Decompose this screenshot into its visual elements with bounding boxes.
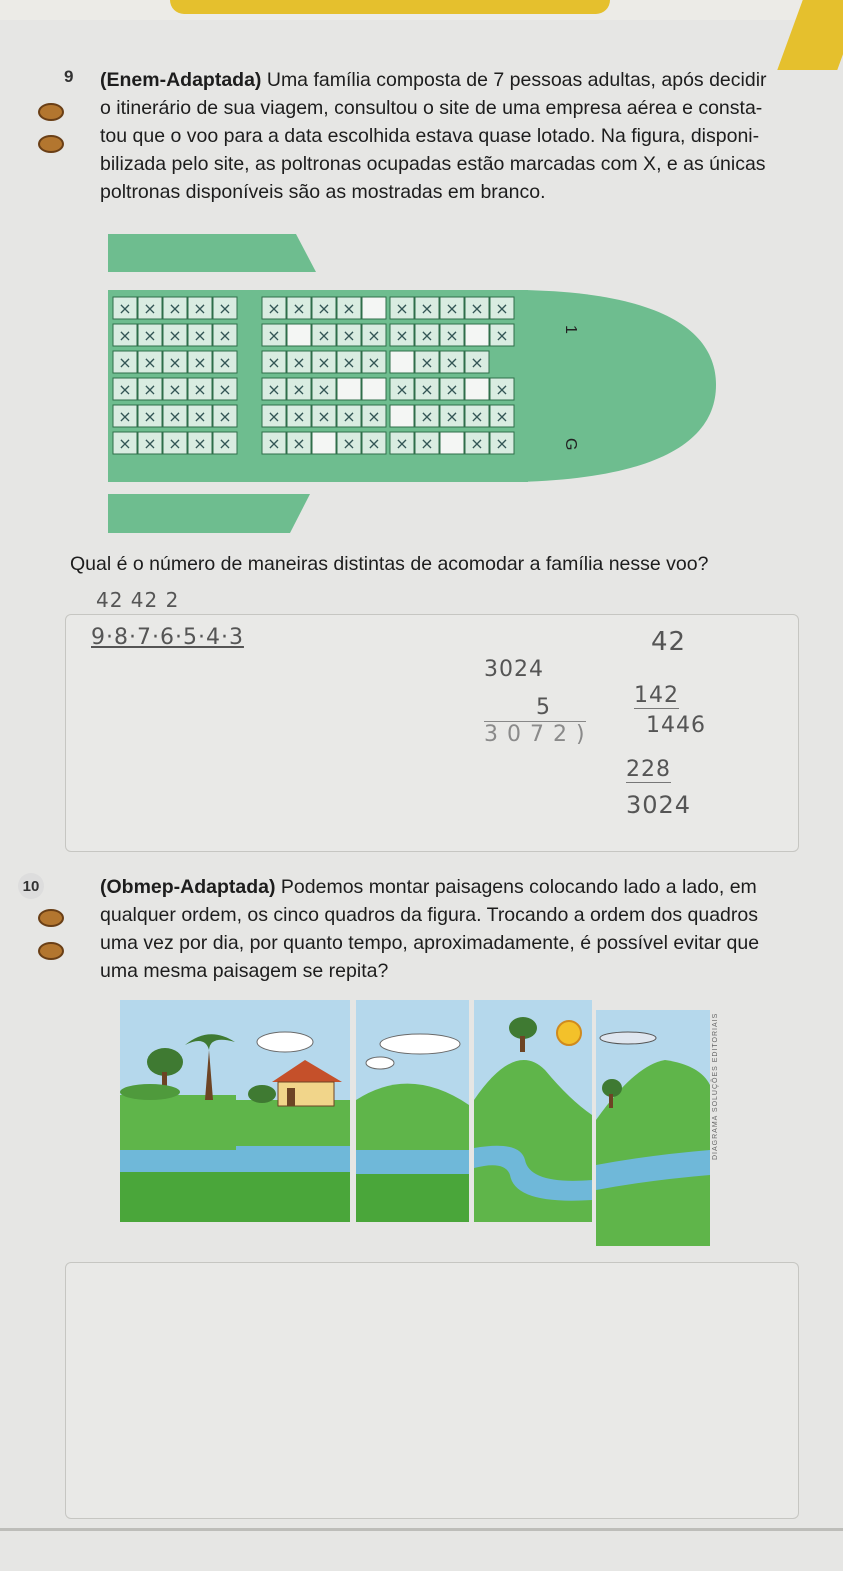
seat-x-mark: × [367, 353, 381, 372]
question-9-prompt: Qual é o número de maneiras distintas de acomodar a família nesse voo? [70, 553, 709, 575]
airplane-icon [600, 1032, 656, 1044]
seat-x-mark: × [395, 380, 409, 399]
seat-x-mark: × [445, 353, 459, 372]
seat-x-mark: × [218, 407, 232, 426]
seat-x-mark: × [317, 299, 331, 318]
seat-x-mark: × [143, 380, 157, 399]
seat-x-mark: × [168, 326, 182, 345]
seat-x-mark: × [218, 380, 232, 399]
seat-x-mark: × [292, 299, 306, 318]
seat-x-mark: × [342, 353, 356, 372]
seat-x-mark: × [118, 353, 132, 372]
seat-available [465, 378, 489, 400]
seat-x-mark: × [420, 434, 434, 453]
seat-x-mark: × [218, 299, 232, 318]
landscape-panel-4 [474, 1000, 592, 1222]
landscape-panel-1 [120, 1000, 236, 1222]
seat-x-mark: × [218, 434, 232, 453]
mascot-icon [38, 909, 64, 927]
seat-x-mark: × [168, 353, 182, 372]
seat-x-mark: × [420, 380, 434, 399]
seat-x-mark: × [168, 299, 182, 318]
seat-available [312, 432, 336, 454]
seat-x-mark: × [118, 326, 132, 345]
q9-line-2: o itinerário de sua viagem, consultou o site de uma empresa aérea e consta- [100, 97, 763, 119]
seat-available [287, 324, 311, 346]
seat-x-mark: × [395, 434, 409, 453]
seat-x-mark: × [118, 434, 132, 453]
seat-x-mark: × [470, 434, 484, 453]
seat-x-mark: × [143, 434, 157, 453]
tree-icon [509, 1017, 537, 1039]
landscape-panel-3 [356, 1000, 469, 1222]
seat-x-mark: × [342, 326, 356, 345]
seat-x-mark: × [495, 380, 509, 399]
answer-box-10[interactable] [65, 1262, 799, 1519]
seat-x-mark: × [445, 326, 459, 345]
seat-x-mark: × [267, 407, 281, 426]
landscape-panel-5 [596, 1010, 710, 1246]
seat-x-mark: × [395, 326, 409, 345]
question-9-number: 9 [64, 67, 74, 86]
q10-line-4: uma mesma paisagem se repita? [100, 960, 389, 982]
seat-mark-g: G [562, 438, 579, 451]
seat-available [337, 378, 361, 400]
seat-x-mark: × [445, 407, 459, 426]
q9-line-3: tou que o voo para a data escolhida estava quase lotado. Na figura, disponi- [100, 125, 760, 147]
seat-x-mark: × [317, 353, 331, 372]
seat-x-mark: × [118, 380, 132, 399]
seat-x-mark: × [367, 326, 381, 345]
seat-x-mark: × [143, 353, 157, 372]
seat-x-mark: × [342, 299, 356, 318]
handwriting-calc-right-1: 42 [651, 627, 687, 657]
seat-x-mark: × [420, 407, 434, 426]
seat-x-mark: × [367, 434, 381, 453]
seat-x-mark: × [495, 326, 509, 345]
seat-available [390, 351, 414, 373]
seat-x-mark: × [395, 299, 409, 318]
seat-available [440, 432, 464, 454]
handwriting-calc-right-2: 142 [634, 683, 679, 708]
seat-x-mark: × [267, 434, 281, 453]
handwriting-calc-left-2: 5 [536, 695, 551, 720]
q9-line-5: poltronas disponíveis são as mostradas em branco. [100, 181, 546, 203]
seat-x-mark: × [342, 407, 356, 426]
seat-x-mark: × [470, 299, 484, 318]
seat-x-mark: × [420, 353, 434, 372]
q10-line-3: uma vez por dia, por quanto tempo, aproximadamente, é possível evitar que [100, 932, 760, 954]
q9-line-1: (Enem-Adaptada) Uma família composta de 7 pessoas adultas, após decidir [100, 69, 767, 91]
seat-available [465, 324, 489, 346]
seat-x-mark: × [267, 326, 281, 345]
seat-x-mark: × [267, 299, 281, 318]
q10-line-2: qualquer ordem, os cinco quadros da figura. Trocando a ordem dos quadros [100, 904, 758, 926]
answer-box-9[interactable] [65, 614, 799, 852]
house-icon [278, 1082, 334, 1106]
seat-x-mark: × [193, 380, 207, 399]
seat-x-mark: × [292, 407, 306, 426]
seat-x-mark: × [118, 407, 132, 426]
airplane-seat-map [0, 0, 843, 560]
seat-x-mark: × [445, 299, 459, 318]
airplane-nose [520, 290, 716, 482]
seat-x-mark: × [143, 326, 157, 345]
mascot-icon [38, 942, 64, 960]
seat-x-mark: × [168, 407, 182, 426]
handwriting-calc-left-3: 3 0 7 2 ) [484, 722, 586, 747]
question-10-number: 10 [18, 873, 44, 899]
seat-x-mark: × [495, 434, 509, 453]
seat-available [390, 405, 414, 427]
seat-x-mark: × [317, 326, 331, 345]
seat-x-mark: × [292, 434, 306, 453]
handwriting-top: 42 42 2 [96, 588, 180, 612]
landscape-panel-2 [236, 1000, 350, 1222]
handwriting-calc-right-5: 3024 [626, 791, 692, 819]
seat-x-mark: × [267, 353, 281, 372]
seat-x-mark: × [193, 407, 207, 426]
seat-available [362, 297, 386, 319]
seat-x-mark: × [470, 353, 484, 372]
handwriting-factorial: 9·8·7·6·5·4·3 [91, 625, 244, 650]
image-credit: DIAGRAMA SOLUÇÕES EDITORIAIS [712, 1012, 719, 1160]
seat-x-mark: × [168, 380, 182, 399]
seat-x-mark: × [267, 380, 281, 399]
seat-x-mark: × [218, 326, 232, 345]
seat-x-mark: × [420, 299, 434, 318]
upper-wing [108, 234, 316, 272]
handwriting-calc-left-1: 3024 [484, 657, 544, 682]
seat-x-mark: × [143, 299, 157, 318]
lower-wing [108, 494, 310, 533]
seat-x-mark: × [193, 299, 207, 318]
seat-x-mark: × [342, 434, 356, 453]
seat-x-mark: × [193, 434, 207, 453]
seat-x-mark: × [193, 353, 207, 372]
seat-x-mark: × [218, 353, 232, 372]
seat-x-mark: × [495, 299, 509, 318]
cloud-icon [257, 1032, 313, 1052]
seat-x-mark: × [317, 380, 331, 399]
seat-x-mark: × [420, 326, 434, 345]
seat-x-mark: × [470, 407, 484, 426]
q9-line-4: bilizada pelo site, as poltronas ocupadas estão marcadas com X, e as únicas [100, 153, 766, 175]
seat-x-mark: × [292, 380, 306, 399]
cloud-icon [380, 1034, 460, 1054]
question-10-text [72, 873, 832, 985]
seat-x-mark: × [193, 326, 207, 345]
seat-available [362, 378, 386, 400]
seat-x-mark: × [118, 299, 132, 318]
sun-icon [557, 1021, 581, 1045]
seat-x-mark: × [317, 407, 331, 426]
seat-x-mark: × [445, 380, 459, 399]
seat-x-mark: × [495, 407, 509, 426]
q10-line-1: (Obmep-Adaptada) Podemos montar paisagens colocando lado a lado, em [100, 876, 757, 898]
handwriting-calc-right-3: 1446 [646, 713, 706, 738]
page-bottom-line [0, 1528, 843, 1531]
seat-x-mark: × [367, 407, 381, 426]
seat-mark-1: 1 [562, 325, 579, 334]
seat-x-mark: × [168, 434, 182, 453]
seat-x-mark: × [292, 353, 306, 372]
seat-x-mark: × [143, 407, 157, 426]
tree-icon [147, 1048, 183, 1076]
handwriting-calc-right-4: 228 [626, 757, 671, 782]
